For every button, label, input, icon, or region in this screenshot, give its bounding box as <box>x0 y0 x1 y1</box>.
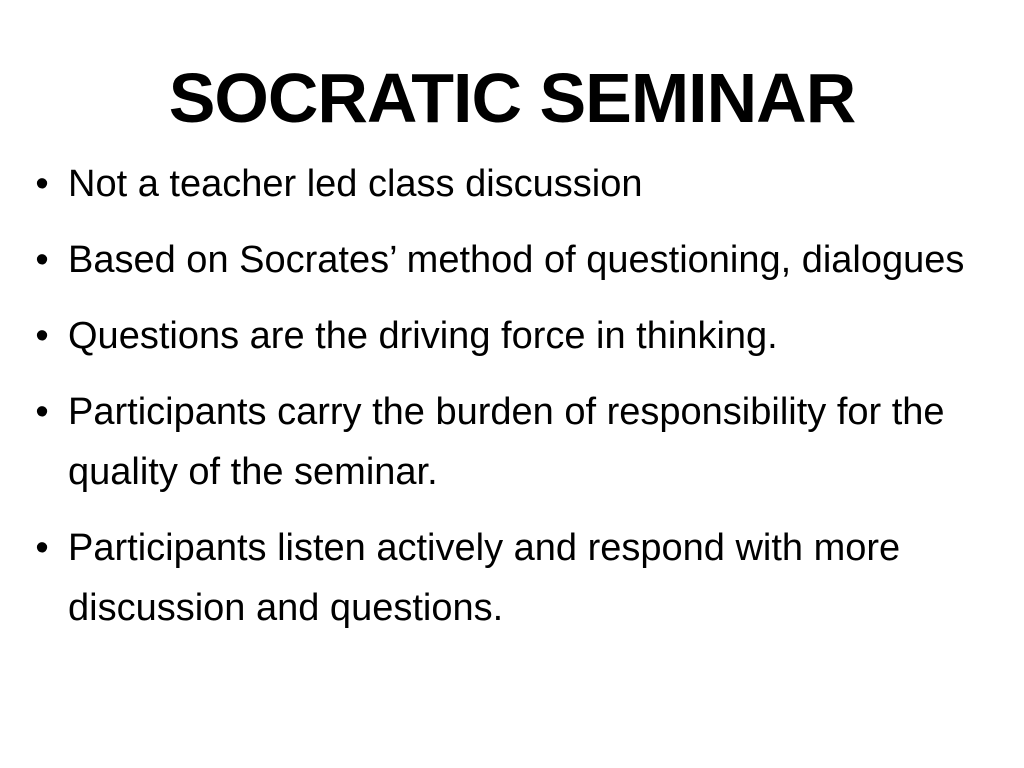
bullet-list <box>28 154 1003 654</box>
list-item <box>28 154 1003 214</box>
list-item <box>28 230 1003 290</box>
bullet-icon: • <box>35 391 49 433</box>
bullet-text: Not a teacher led class discussion <box>68 163 643 205</box>
slide-title: SOCRATIC SEMINAR <box>168 59 856 137</box>
list-item <box>28 306 1003 366</box>
bullet-text: Based on Socrates’ method of questioning, dialogues <box>68 239 965 281</box>
bullet-text: Participants carry the burden of responsibility for the quality of the seminar. <box>68 391 945 493</box>
bullet-text: Questions are the driving force in thinking. <box>68 315 778 357</box>
list-item <box>28 382 1003 502</box>
bullet-icon: • <box>35 163 49 205</box>
list-item <box>28 518 1003 638</box>
bullet-icon: • <box>35 527 49 569</box>
bullet-text: Participants listen actively and respond with more discussion and questions. <box>68 527 901 629</box>
bullet-icon: • <box>35 239 49 281</box>
bullet-icon: • <box>35 315 49 357</box>
